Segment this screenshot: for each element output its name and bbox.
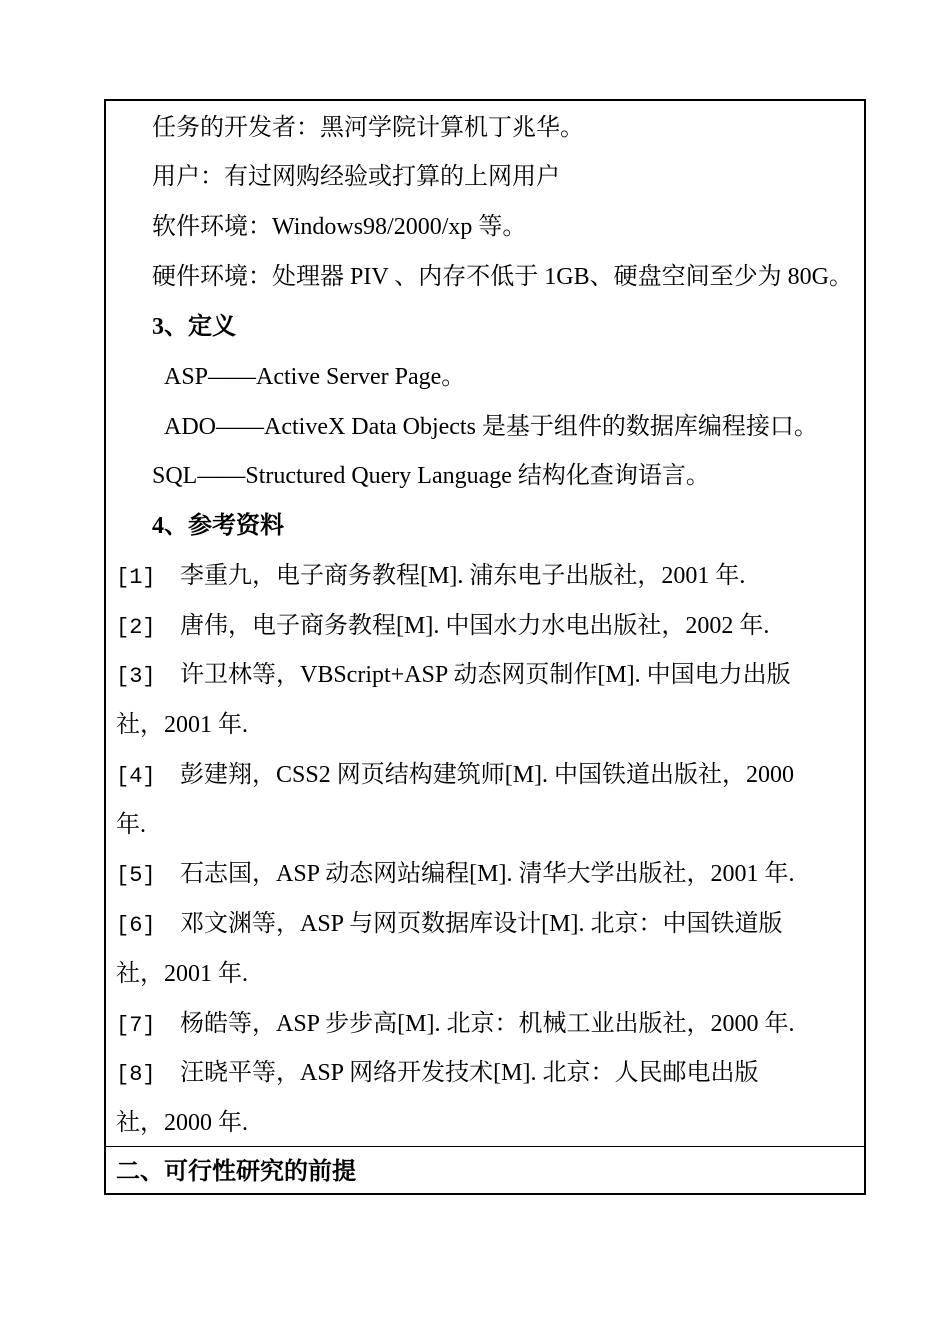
reference-item [116,660,791,692]
reference-text: 彭建翔，CSS2 网页结构建筑师[M]. 中国铁道出版社，2000 [180,762,795,788]
developer-line: 任务的开发者：黑河学院计算机丁兆华。 [152,115,584,141]
reference-item [116,859,794,891]
reference-item [116,1058,758,1090]
definition-sql: SQL——Structured Query Language 结构化查询语言。 [152,463,710,489]
reference-number: [6] [116,913,156,938]
reference-item [116,909,782,941]
reference-number: [5] [116,863,156,888]
document-frame [104,99,866,1195]
reference-continuation: 年. [116,812,146,838]
reference-number: [8] [116,1062,156,1087]
definition-asp: ASP——Active Server Page。 [164,364,466,390]
reference-item [116,611,769,643]
reference-item [116,561,745,593]
reference-text: 汪晓平等，ASP 网络开发技术[M]. 北京：人民邮电出版 [180,1060,759,1086]
definitions-heading: 3、定义 [152,314,236,340]
hardware-env-line: 硬件环境：处理器 PIV 、内存不低于 1GB、硬盘空间至少为 80G。 [152,264,853,290]
reference-text: 唐伟，电子商务教程[M]. 中国水力水电出版社，2002 年. [180,613,770,639]
reference-number: [2] [116,615,156,640]
reference-text: 杨皓等，ASP 步步高[M]. 北京：机械工业出版社，2000 年. [180,1011,795,1037]
reference-item [116,1009,794,1041]
software-env-line: 软件环境：Windows98/2000/xp 等。 [152,214,527,240]
section-divider [106,1146,864,1147]
reference-text: 石志国，ASP 动态网站编程[M]. 清华大学出版社，2001 年. [180,861,795,887]
reference-continuation: 社，2001 年. [116,961,248,987]
reference-number: [3] [116,664,156,689]
references-heading: 4、参考资料 [152,513,284,539]
reference-text: 邓文渊等，ASP 与网页数据库设计[M]. 北京：中国铁道版 [180,911,783,937]
reference-continuation: 社，2000 年. [116,1110,248,1136]
definition-ado: ADO——ActiveX Data Objects 是基于组件的数据库编程接口。 [164,414,818,440]
reference-number: [4] [116,764,156,789]
reference-continuation: 社，2001 年. [116,712,248,738]
reference-number: [1] [116,565,156,590]
users-line: 用户：有过网购经验或打算的上网用户 [152,164,560,190]
section-title: 二、可行性研究的前提 [116,1159,356,1185]
reference-text: 许卫林等，VBScript+ASP 动态网页制作[M]. 中国电力出版 [180,662,791,688]
reference-number: [7] [116,1013,156,1038]
reference-item [116,760,794,792]
reference-text: 李重九，电子商务教程[M]. 浦东电子出版社，2001 年. [180,563,746,589]
